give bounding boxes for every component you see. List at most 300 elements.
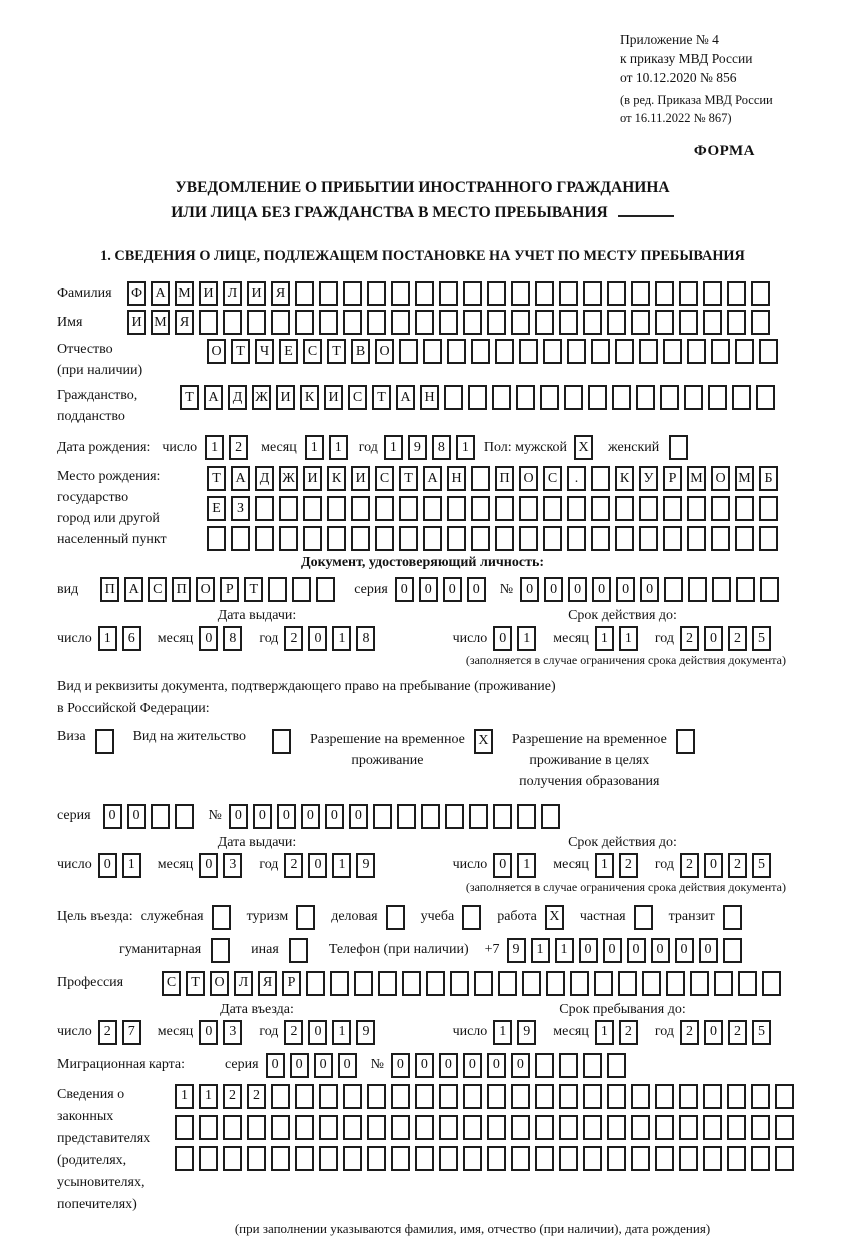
place-blank-field[interactable]: [618, 203, 674, 217]
doc-number-cell[interactable]: [664, 577, 683, 602]
birth-place-cell[interactable]: М: [735, 466, 754, 491]
entry-day-cell[interactable]: 7: [122, 1020, 141, 1045]
birth-place-cell[interactable]: [615, 526, 634, 551]
permit-issue-month-cell[interactable]: 3: [223, 853, 242, 878]
purpose-other-checkbox[interactable]: [289, 938, 308, 963]
surname-cell[interactable]: Л: [223, 281, 242, 306]
birth-place-cell[interactable]: [543, 526, 562, 551]
purpose-humanitarian-checkbox[interactable]: [211, 938, 230, 963]
guardians-cell[interactable]: 1: [175, 1084, 194, 1109]
migration-series-cell[interactable]: 0: [338, 1053, 357, 1078]
profession-cell[interactable]: Р: [282, 971, 301, 996]
phone-digit-cell[interactable]: 0: [651, 938, 670, 963]
guardians-cell[interactable]: [343, 1084, 362, 1109]
guardians-cell[interactable]: [775, 1084, 794, 1109]
permit-issue-year-cell[interactable]: 2: [284, 853, 303, 878]
given-name-cell[interactable]: [199, 310, 218, 335]
guardians-cell[interactable]: [727, 1115, 746, 1140]
profession-cell[interactable]: [522, 971, 541, 996]
guardians-cell[interactable]: [463, 1115, 482, 1140]
given-name-cell[interactable]: [343, 310, 362, 335]
citizenship-cell[interactable]: И: [324, 385, 343, 410]
birth-place-cell[interactable]: А: [231, 466, 250, 491]
patronymic-cell[interactable]: [423, 339, 442, 364]
guardians-cell[interactable]: [487, 1084, 506, 1109]
patronymic-cell[interactable]: В: [351, 339, 370, 364]
purpose-transit-checkbox[interactable]: [723, 905, 742, 930]
guardians-cell[interactable]: [463, 1146, 482, 1171]
migration-number-cell[interactable]: [559, 1053, 578, 1078]
birth-year-cell[interactable]: 1: [456, 435, 475, 460]
citizenship-cell[interactable]: К: [300, 385, 319, 410]
profession-cell[interactable]: Я: [258, 971, 277, 996]
birth-place-cell[interactable]: .: [567, 466, 586, 491]
doc-number-cell[interactable]: [712, 577, 731, 602]
stay-day-cell[interactable]: 1: [493, 1020, 512, 1045]
guardians-cell[interactable]: [535, 1084, 554, 1109]
surname-cell[interactable]: [703, 281, 722, 306]
permit-expiry-month-cell[interactable]: 1: [595, 853, 614, 878]
surname-cell[interactable]: [631, 281, 650, 306]
profession-cell[interactable]: [450, 971, 469, 996]
profession-cell[interactable]: [594, 971, 613, 996]
patronymic-cell[interactable]: Е: [279, 339, 298, 364]
phone-digit-cell[interactable]: 1: [555, 938, 574, 963]
doc-number-cell[interactable]: [760, 577, 779, 602]
birth-place-cell[interactable]: И: [351, 466, 370, 491]
birth-place-cell[interactable]: П: [495, 466, 514, 491]
doc-expiry-month-cell[interactable]: 1: [619, 626, 638, 651]
birth-place-cell[interactable]: [471, 496, 490, 521]
birth-place-cell[interactable]: Д: [255, 466, 274, 491]
birth-place-cell[interactable]: [375, 526, 394, 551]
entry-day-cell[interactable]: 2: [98, 1020, 117, 1045]
guardians-cell[interactable]: [175, 1146, 194, 1171]
stay-month-cell[interactable]: 1: [595, 1020, 614, 1045]
citizenship-cell[interactable]: [756, 385, 775, 410]
guardians-cell[interactable]: [367, 1115, 386, 1140]
surname-cell[interactable]: [463, 281, 482, 306]
patronymic-cell[interactable]: [495, 339, 514, 364]
birth-place-cell[interactable]: [471, 526, 490, 551]
stay-day-cell[interactable]: 9: [517, 1020, 536, 1045]
profession-cell[interactable]: [762, 971, 781, 996]
permit-number-cell[interactable]: [517, 804, 536, 829]
birth-month-cell[interactable]: 1: [329, 435, 348, 460]
given-name-cell[interactable]: [607, 310, 626, 335]
guardians-cell[interactable]: [655, 1146, 674, 1171]
guardians-cell[interactable]: [511, 1115, 530, 1140]
guardians-cell[interactable]: [391, 1146, 410, 1171]
migration-number-cell[interactable]: [535, 1053, 554, 1078]
guardians-cell[interactable]: [511, 1084, 530, 1109]
guardians-cell[interactable]: [367, 1084, 386, 1109]
guardians-cell[interactable]: [319, 1115, 338, 1140]
birth-year-cell[interactable]: 9: [408, 435, 427, 460]
guardians-cell[interactable]: [463, 1084, 482, 1109]
profession-cell[interactable]: [642, 971, 661, 996]
profession-cell[interactable]: [690, 971, 709, 996]
guardians-cell[interactable]: [703, 1146, 722, 1171]
guardians-cell[interactable]: [727, 1084, 746, 1109]
birth-place-cell[interactable]: [375, 496, 394, 521]
guardians-cell[interactable]: [223, 1146, 242, 1171]
male-checkbox[interactable]: X: [574, 435, 593, 460]
doc-issue-year-cell[interactable]: 2: [284, 626, 303, 651]
permit-number-cell[interactable]: [493, 804, 512, 829]
permit-number-cell[interactable]: 0: [349, 804, 368, 829]
given-name-cell[interactable]: [223, 310, 242, 335]
doc-type-cell[interactable]: О: [196, 577, 215, 602]
stay-year-cell[interactable]: 5: [752, 1020, 771, 1045]
guardians-cell[interactable]: [343, 1115, 362, 1140]
birth-place-cell[interactable]: [591, 466, 610, 491]
entry-month-cell[interactable]: 3: [223, 1020, 242, 1045]
birth-place-cell[interactable]: [279, 526, 298, 551]
guardians-cell[interactable]: [775, 1115, 794, 1140]
birth-year-cell[interactable]: 1: [384, 435, 403, 460]
profession-cell[interactable]: С: [162, 971, 181, 996]
given-name-cell[interactable]: Я: [175, 310, 194, 335]
permit-expiry-year-cell[interactable]: 2: [728, 853, 747, 878]
permit-number-cell[interactable]: [421, 804, 440, 829]
guardians-cell[interactable]: [271, 1084, 290, 1109]
patronymic-cell[interactable]: [543, 339, 562, 364]
guardians-cell[interactable]: [559, 1084, 578, 1109]
surname-cell[interactable]: [511, 281, 530, 306]
temp-permit-checkbox[interactable]: X: [474, 729, 493, 754]
patronymic-cell[interactable]: [687, 339, 706, 364]
birth-place-cell[interactable]: [447, 496, 466, 521]
entry-month-cell[interactable]: 0: [199, 1020, 218, 1045]
guardians-cell[interactable]: [631, 1115, 650, 1140]
entry-year-cell[interactable]: 0: [308, 1020, 327, 1045]
birth-place-cell[interactable]: [495, 496, 514, 521]
phone-digit-cell[interactable]: 0: [627, 938, 646, 963]
given-name-cell[interactable]: М: [151, 310, 170, 335]
birth-place-cell[interactable]: М: [687, 466, 706, 491]
birth-place-cell[interactable]: [615, 496, 634, 521]
phone-digit-cell[interactable]: 0: [675, 938, 694, 963]
citizenship-cell[interactable]: [540, 385, 559, 410]
birth-place-cell[interactable]: [471, 466, 490, 491]
migration-number-cell[interactable]: 0: [415, 1053, 434, 1078]
given-name-cell[interactable]: [751, 310, 770, 335]
guardians-cell[interactable]: [703, 1115, 722, 1140]
birth-place-cell[interactable]: [255, 496, 274, 521]
birth-year-cell[interactable]: 8: [432, 435, 451, 460]
doc-expiry-year-cell[interactable]: 5: [752, 626, 771, 651]
permit-issue-month-cell[interactable]: 0: [199, 853, 218, 878]
citizenship-cell[interactable]: [636, 385, 655, 410]
given-name-cell[interactable]: И: [127, 310, 146, 335]
doc-number-cell[interactable]: 0: [544, 577, 563, 602]
guardians-cell[interactable]: [679, 1115, 698, 1140]
birth-place-cell[interactable]: Е: [207, 496, 226, 521]
surname-cell[interactable]: А: [151, 281, 170, 306]
guardians-cell[interactable]: [775, 1146, 794, 1171]
given-name-cell[interactable]: [439, 310, 458, 335]
birth-place-cell[interactable]: [399, 526, 418, 551]
profession-cell[interactable]: [738, 971, 757, 996]
guardians-cell[interactable]: [727, 1146, 746, 1171]
birth-place-cell[interactable]: [327, 526, 346, 551]
doc-number-cell[interactable]: 0: [592, 577, 611, 602]
citizenship-cell[interactable]: [468, 385, 487, 410]
patronymic-cell[interactable]: [711, 339, 730, 364]
guardians-cell[interactable]: [295, 1115, 314, 1140]
doc-expiry-year-cell[interactable]: 2: [680, 626, 699, 651]
citizenship-cell[interactable]: [492, 385, 511, 410]
birth-place-cell[interactable]: К: [615, 466, 634, 491]
doc-series-cell[interactable]: 0: [419, 577, 438, 602]
birth-place-cell[interactable]: У: [639, 466, 658, 491]
surname-cell[interactable]: Ф: [127, 281, 146, 306]
birth-place-cell[interactable]: А: [423, 466, 442, 491]
purpose-work-checkbox[interactable]: X: [545, 905, 564, 930]
guardians-cell[interactable]: [583, 1146, 602, 1171]
birth-place-cell[interactable]: [711, 526, 730, 551]
migration-number-cell[interactable]: 0: [391, 1053, 410, 1078]
surname-cell[interactable]: Я: [271, 281, 290, 306]
birth-place-cell[interactable]: [735, 526, 754, 551]
doc-number-cell[interactable]: 0: [520, 577, 539, 602]
doc-type-cell[interactable]: Р: [220, 577, 239, 602]
citizenship-cell[interactable]: [516, 385, 535, 410]
stay-year-cell[interactable]: 2: [680, 1020, 699, 1045]
female-checkbox[interactable]: [669, 435, 688, 460]
edu-permit-checkbox[interactable]: [676, 729, 695, 754]
given-name-cell[interactable]: [727, 310, 746, 335]
doc-type-cell[interactable]: [292, 577, 311, 602]
surname-cell[interactable]: [607, 281, 626, 306]
profession-cell[interactable]: [330, 971, 349, 996]
migration-number-cell[interactable]: 0: [439, 1053, 458, 1078]
patronymic-cell[interactable]: [735, 339, 754, 364]
permit-series-cell[interactable]: [151, 804, 170, 829]
doc-number-cell[interactable]: 0: [640, 577, 659, 602]
guardians-cell[interactable]: [607, 1146, 626, 1171]
profession-cell[interactable]: [666, 971, 685, 996]
patronymic-cell[interactable]: Ч: [255, 339, 274, 364]
doc-series-cell[interactable]: 0: [395, 577, 414, 602]
birth-place-cell[interactable]: [279, 496, 298, 521]
birth-place-cell[interactable]: [591, 496, 610, 521]
purpose-official-checkbox[interactable]: [212, 905, 231, 930]
birth-place-cell[interactable]: [423, 496, 442, 521]
surname-cell[interactable]: [295, 281, 314, 306]
doc-expiry-month-cell[interactable]: 1: [595, 626, 614, 651]
doc-issue-year-cell[interactable]: 1: [332, 626, 351, 651]
birth-day-cell[interactable]: 1: [205, 435, 224, 460]
given-name-cell[interactable]: [319, 310, 338, 335]
given-name-cell[interactable]: [631, 310, 650, 335]
citizenship-cell[interactable]: Ж: [252, 385, 271, 410]
migration-series-cell[interactable]: 0: [266, 1053, 285, 1078]
stay-year-cell[interactable]: 0: [704, 1020, 723, 1045]
guardians-cell[interactable]: [583, 1115, 602, 1140]
guardians-cell[interactable]: [511, 1146, 530, 1171]
profession-cell[interactable]: [354, 971, 373, 996]
guardians-cell[interactable]: [559, 1115, 578, 1140]
guardians-cell[interactable]: [535, 1146, 554, 1171]
permit-number-cell[interactable]: [469, 804, 488, 829]
birth-place-cell[interactable]: С: [543, 466, 562, 491]
birth-place-cell[interactable]: С: [375, 466, 394, 491]
profession-cell[interactable]: [570, 971, 589, 996]
surname-cell[interactable]: [535, 281, 554, 306]
patronymic-cell[interactable]: О: [375, 339, 394, 364]
guardians-cell[interactable]: [487, 1146, 506, 1171]
given-name-cell[interactable]: [463, 310, 482, 335]
migration-series-cell[interactable]: 0: [314, 1053, 333, 1078]
guardians-cell[interactable]: [607, 1115, 626, 1140]
patronymic-cell[interactable]: Т: [327, 339, 346, 364]
citizenship-cell[interactable]: Т: [372, 385, 391, 410]
birth-place-cell[interactable]: [447, 526, 466, 551]
guardians-cell[interactable]: [655, 1084, 674, 1109]
entry-year-cell[interactable]: 1: [332, 1020, 351, 1045]
residence-permit-checkbox[interactable]: [272, 729, 291, 754]
birth-place-cell[interactable]: [303, 526, 322, 551]
doc-number-cell[interactable]: [688, 577, 707, 602]
permit-number-cell[interactable]: 0: [301, 804, 320, 829]
patronymic-cell[interactable]: [591, 339, 610, 364]
citizenship-cell[interactable]: А: [204, 385, 223, 410]
citizenship-cell[interactable]: [684, 385, 703, 410]
permit-number-cell[interactable]: [541, 804, 560, 829]
guardians-cell[interactable]: [415, 1146, 434, 1171]
permit-number-cell[interactable]: [373, 804, 392, 829]
citizenship-cell[interactable]: [732, 385, 751, 410]
patronymic-cell[interactable]: [447, 339, 466, 364]
doc-number-cell[interactable]: [736, 577, 755, 602]
citizenship-cell[interactable]: [708, 385, 727, 410]
guardians-cell[interactable]: [487, 1115, 506, 1140]
guardians-cell[interactable]: [367, 1146, 386, 1171]
doc-type-cell[interactable]: П: [100, 577, 119, 602]
guardians-cell[interactable]: [439, 1115, 458, 1140]
guardians-cell[interactable]: [751, 1146, 770, 1171]
permit-number-cell[interactable]: [445, 804, 464, 829]
birth-day-cell[interactable]: 2: [229, 435, 248, 460]
entry-year-cell[interactable]: 9: [356, 1020, 375, 1045]
permit-issue-year-cell[interactable]: 1: [332, 853, 351, 878]
birth-place-cell[interactable]: О: [519, 466, 538, 491]
doc-number-cell[interactable]: 0: [616, 577, 635, 602]
profession-cell[interactable]: [474, 971, 493, 996]
surname-cell[interactable]: [439, 281, 458, 306]
birth-place-cell[interactable]: [711, 496, 730, 521]
profession-cell[interactable]: [546, 971, 565, 996]
guardians-cell[interactable]: 2: [223, 1084, 242, 1109]
guardians-cell[interactable]: [535, 1115, 554, 1140]
birth-place-cell[interactable]: [567, 526, 586, 551]
birth-place-cell[interactable]: [519, 496, 538, 521]
birth-place-cell[interactable]: [255, 526, 274, 551]
patronymic-cell[interactable]: Т: [231, 339, 250, 364]
surname-cell[interactable]: [727, 281, 746, 306]
birth-place-cell[interactable]: [351, 496, 370, 521]
surname-cell[interactable]: [391, 281, 410, 306]
guardians-cell[interactable]: [559, 1146, 578, 1171]
doc-issue-month-cell[interactable]: 8: [223, 626, 242, 651]
given-name-cell[interactable]: [679, 310, 698, 335]
given-name-cell[interactable]: [559, 310, 578, 335]
doc-expiry-day-cell[interactable]: 0: [493, 626, 512, 651]
birth-place-cell[interactable]: Н: [447, 466, 466, 491]
birth-place-cell[interactable]: [495, 526, 514, 551]
guardians-cell[interactable]: [343, 1146, 362, 1171]
doc-type-cell[interactable]: Т: [244, 577, 263, 602]
doc-series-cell[interactable]: 0: [443, 577, 462, 602]
doc-series-cell[interactable]: 0: [467, 577, 486, 602]
doc-issue-day-cell[interactable]: 1: [98, 626, 117, 651]
patronymic-cell[interactable]: [639, 339, 658, 364]
given-name-cell[interactable]: [391, 310, 410, 335]
birth-place-cell[interactable]: [735, 496, 754, 521]
guardians-cell[interactable]: 2: [247, 1084, 266, 1109]
surname-cell[interactable]: [751, 281, 770, 306]
citizenship-cell[interactable]: [444, 385, 463, 410]
birth-place-cell[interactable]: Т: [207, 466, 226, 491]
doc-expiry-day-cell[interactable]: 1: [517, 626, 536, 651]
birth-place-cell[interactable]: [687, 496, 706, 521]
guardians-cell[interactable]: [655, 1115, 674, 1140]
profession-cell[interactable]: [618, 971, 637, 996]
given-name-cell[interactable]: [703, 310, 722, 335]
birth-place-cell[interactable]: [207, 526, 226, 551]
permit-number-cell[interactable]: 0: [253, 804, 272, 829]
guardians-cell[interactable]: [295, 1084, 314, 1109]
migration-number-cell[interactable]: [607, 1053, 626, 1078]
guardians-cell[interactable]: [679, 1084, 698, 1109]
doc-type-cell[interactable]: П: [172, 577, 191, 602]
surname-cell[interactable]: [655, 281, 674, 306]
profession-cell[interactable]: [498, 971, 517, 996]
birth-place-cell[interactable]: Ж: [279, 466, 298, 491]
birth-place-cell[interactable]: Б: [759, 466, 778, 491]
guardians-cell[interactable]: [391, 1084, 410, 1109]
guardians-cell[interactable]: [751, 1115, 770, 1140]
phone-digit-cell[interactable]: 0: [579, 938, 598, 963]
birth-place-cell[interactable]: З: [231, 496, 250, 521]
permit-expiry-month-cell[interactable]: 2: [619, 853, 638, 878]
guardians-cell[interactable]: [319, 1146, 338, 1171]
given-name-cell[interactable]: [295, 310, 314, 335]
birth-place-cell[interactable]: О: [711, 466, 730, 491]
guardians-cell[interactable]: [703, 1084, 722, 1109]
patronymic-cell[interactable]: [471, 339, 490, 364]
migration-number-cell[interactable]: 0: [511, 1053, 530, 1078]
given-name-cell[interactable]: [655, 310, 674, 335]
given-name-cell[interactable]: [583, 310, 602, 335]
citizenship-cell[interactable]: Н: [420, 385, 439, 410]
permit-expiry-day-cell[interactable]: 1: [517, 853, 536, 878]
guardians-cell[interactable]: [415, 1084, 434, 1109]
guardians-cell[interactable]: [631, 1084, 650, 1109]
birth-place-cell[interactable]: И: [303, 466, 322, 491]
citizenship-cell[interactable]: И: [276, 385, 295, 410]
patronymic-cell[interactable]: С: [303, 339, 322, 364]
doc-issue-year-cell[interactable]: 0: [308, 626, 327, 651]
birth-place-cell[interactable]: [663, 526, 682, 551]
purpose-business-checkbox[interactable]: [386, 905, 405, 930]
guardians-cell[interactable]: [679, 1146, 698, 1171]
permit-expiry-year-cell[interactable]: 5: [752, 853, 771, 878]
surname-cell[interactable]: М: [175, 281, 194, 306]
birth-place-cell[interactable]: [399, 496, 418, 521]
